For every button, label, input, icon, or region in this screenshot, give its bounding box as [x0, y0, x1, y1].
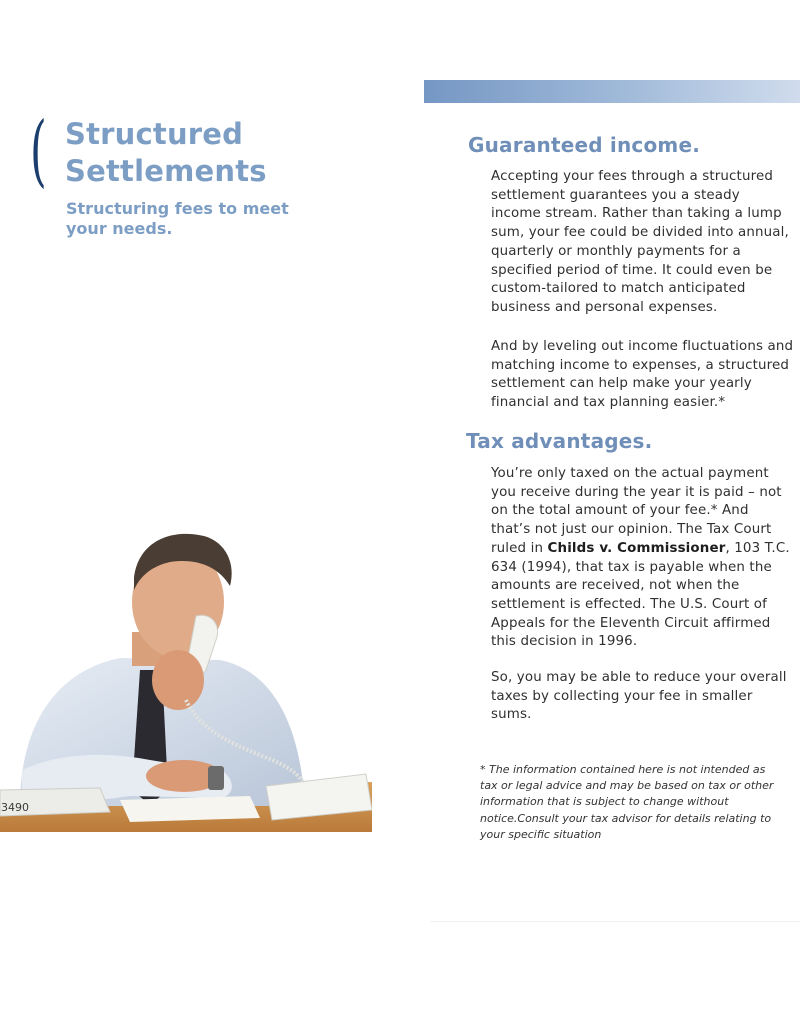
guaranteed-income-paragraph-1: Accepting your fees through a structured settlement guarantees you a steady income stream. Rather than taking a lump sum, your fee could be divided into annual, quarterly or monthly payments for a specified period of time. It could even be custom-tailored to match anticipated business and personal expenses. [491, 169, 789, 315]
tax-advantages-paragraph-1 [491, 465, 791, 652]
disclaimer-footnote: * The information contained here is not intended as tax or legal advice and may be based on tax or other information that is subject to change without notice.Consult your tax advisor for details relating to your specific situation [480, 763, 774, 841]
decorative-parenthesis: ( [30, 106, 47, 196]
title-line-1: Structured [65, 117, 244, 151]
brochure-title [65, 116, 267, 190]
page-bottom-rule [430, 921, 800, 922]
tax-text-after-case: , 103 T.C. 634 (1994), that tax is payable when the amounts are received, not when the settlement is effected. The U.S. Court of Appeals for the Eleventh Circuit affirmed this decision in 1996. [491, 540, 790, 650]
tax-advantages-paragraph-2: So, you may be able to reduce your overall taxes by collecting your fee in smaller sums. [491, 670, 787, 723]
header-color-bar [424, 80, 800, 103]
title-line-2: Settlements [65, 154, 267, 188]
case-citation: Childs v. Commissioner [547, 540, 726, 556]
guaranteed-income-heading: Guaranteed income. [468, 133, 701, 157]
tax-text-before-case: You’re only taxed on the actual payment you receive during the year it is paid – not on the total amount of your fee.* And that’s not just our opinion. The Tax Court ruled in [491, 466, 782, 556]
phone-label-number: 3490 [1, 801, 29, 814]
brochure-subtitle: Structuring fees to meet your needs. [66, 199, 289, 238]
tax-advantages-heading: Tax advantages. [466, 429, 653, 453]
businessman-on-phone-photo [0, 520, 372, 832]
guaranteed-income-paragraph-2: And by leveling out income fluctuations and matching income to expenses, a structured settlement can help make your yearly financial and tax planning easier.* [491, 339, 794, 411]
